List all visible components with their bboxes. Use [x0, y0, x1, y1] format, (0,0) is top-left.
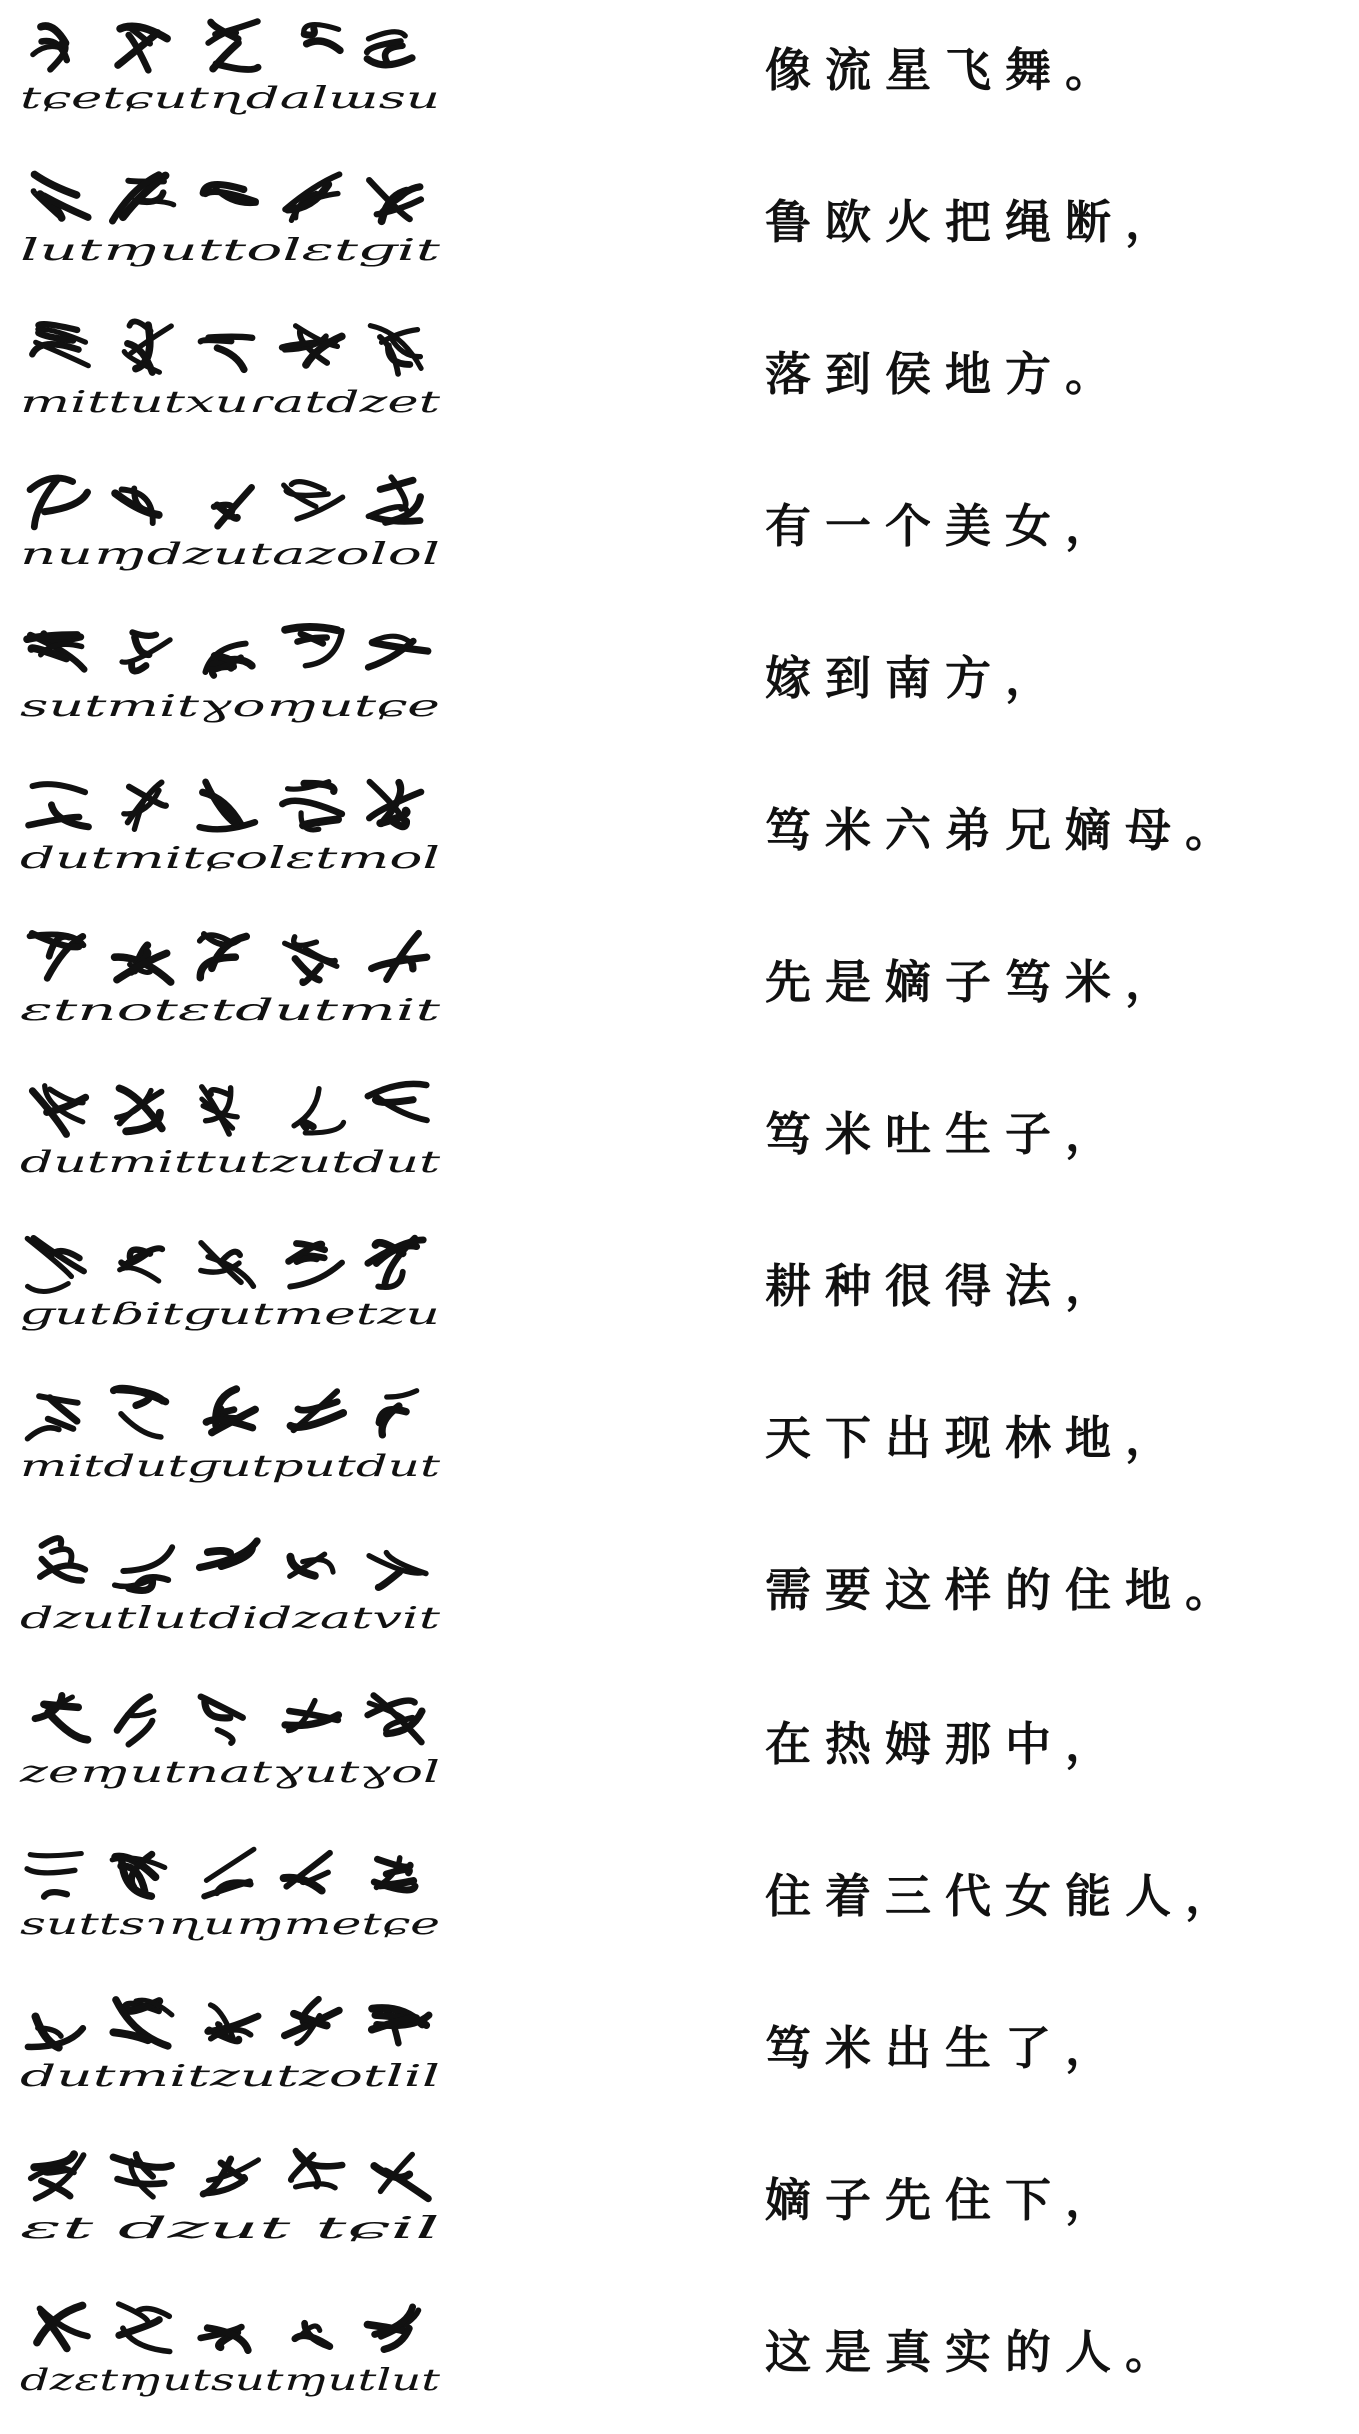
- chinese-translation: 先是嫡子笃米，: [765, 955, 1185, 1009]
- romanization-handwriting: tɕetɕutɳdalɯsu: [20, 81, 440, 116]
- romanization-handwriting: dutmitɕolɛtmol: [20, 841, 440, 876]
- chinese-translation: 天下出现林地，: [765, 1411, 1185, 1465]
- verse-line: [0, 912, 1359, 1064]
- yi-script-glyph: [33, 26, 67, 69]
- yi-script-glyph: [29, 784, 89, 827]
- handwritten-script-line: [18, 464, 448, 584]
- handwritten-script-drawing: [18, 8, 448, 128]
- romanization-handwriting: dutmittutzutdut: [20, 1145, 442, 1180]
- handwritten-script-drawing: [18, 2290, 448, 2410]
- handwritten-script-line: [18, 1528, 448, 1648]
- handwritten-script-drawing: [18, 2138, 448, 2258]
- handwritten-script-line: [18, 160, 448, 280]
- yi-script-glyph: [118, 26, 167, 70]
- yi-script-glyph: [367, 32, 412, 65]
- yi-script-glyph: [200, 934, 247, 978]
- handwritten-script-line: [18, 1834, 448, 1954]
- handwritten-script-line: [18, 1376, 448, 1496]
- handwritten-script-line: [18, 920, 448, 1040]
- chinese-translation: 嫡子先住下，: [765, 2173, 1125, 2227]
- romanization-handwriting: nuɱdzutazolol: [20, 537, 440, 572]
- yi-script-glyph: [30, 933, 84, 978]
- handwritten-script-drawing: [18, 312, 448, 432]
- handwritten-script-drawing: [18, 1376, 448, 1496]
- handwritten-script-drawing: [18, 1682, 448, 1802]
- yi-script-glyph: [285, 1999, 339, 2043]
- verse-line: [0, 1216, 1359, 1368]
- handwritten-script-line: [18, 8, 448, 128]
- handwritten-script-drawing: [18, 920, 448, 1040]
- yi-script-glyph: [285, 627, 342, 666]
- yi-script-glyph: [368, 636, 428, 667]
- handwritten-script-line: [18, 2290, 448, 2410]
- yi-script-glyph: [124, 321, 171, 372]
- handwritten-script-line: [18, 312, 448, 432]
- yi-script-glyph: [30, 478, 87, 527]
- chinese-translation: 有一个美女，: [765, 499, 1125, 553]
- verse-line: [0, 304, 1359, 456]
- romanization-handwriting: ɛtnotɛtdutmit: [20, 993, 442, 1028]
- yi-script-glyph: [117, 1088, 162, 1131]
- verse-line: [0, 2130, 1359, 2282]
- yi-script-glyph: [291, 2151, 342, 2188]
- yi-script-glyph: [113, 175, 174, 221]
- handwritten-script-drawing: [18, 1528, 448, 1648]
- romanization-handwriting: lutɱuttolɛtɡit: [20, 233, 442, 268]
- yi-script-glyph: [35, 1696, 87, 1740]
- verse-line: [0, 1826, 1359, 1978]
- verse-line: [0, 1064, 1359, 1216]
- handwritten-script-drawing: [18, 464, 448, 584]
- yi-script-glyph: [201, 337, 253, 370]
- verse-line: [0, 0, 1359, 152]
- yi-script-glyph: [285, 174, 339, 220]
- yi-script-glyph: [120, 1248, 162, 1281]
- handwritten-script-drawing: [18, 1072, 448, 1192]
- yi-script-glyph: [114, 1388, 166, 1437]
- handwritten-script-line: [18, 2138, 448, 2258]
- romanization-handwriting: sutmitɣoɱutɕe: [20, 689, 440, 724]
- yi-script-glyph: [206, 1389, 255, 1432]
- yi-script-glyph: [291, 1391, 344, 1430]
- yi-script-glyph: [27, 634, 84, 670]
- chinese-translation: 落到侯地方。: [765, 347, 1125, 401]
- yi-script-glyph: [203, 185, 256, 204]
- yi-script-glyph: [374, 2154, 428, 2198]
- yi-script-glyph: [208, 21, 258, 69]
- handwritten-script-drawing: [18, 160, 448, 280]
- handwritten-script-drawing: [18, 616, 448, 736]
- romanization-handwriting: ɡutɓitɡutmetzu: [20, 1297, 440, 1332]
- yi-script-glyph: [117, 1697, 154, 1745]
- yi-script-glyph: [33, 175, 88, 218]
- yi-script-glyph: [31, 2154, 84, 2198]
- yi-script-glyph: [203, 2159, 258, 2194]
- yi-script-glyph: [290, 1554, 333, 1576]
- yi-script-glyph: [214, 487, 252, 526]
- yi-script-glyph: [284, 1853, 330, 1891]
- yi-script-glyph: [208, 2005, 258, 2041]
- yi-script-glyph: [33, 1086, 86, 1135]
- yi-script-glyph: [113, 2000, 171, 2046]
- romanization-handwriting: dzutlutdidzatvit: [20, 1601, 442, 1636]
- verse-line: [0, 152, 1359, 304]
- verse-line: [0, 1674, 1359, 1826]
- yi-script-glyph: [285, 937, 337, 983]
- yi-script-glyph: [124, 782, 166, 829]
- yi-script-glyph: [285, 1701, 338, 1731]
- romanization-handwriting: ɛt dzut tɕil: [20, 2211, 440, 2246]
- romanization-handwriting: mittutxuɾatdzet: [20, 385, 442, 420]
- yi-script-glyph: [284, 482, 343, 519]
- handwritten-script-line: [18, 616, 448, 736]
- chinese-translation: 像流星飞舞。: [765, 43, 1125, 97]
- yi-script-glyph: [115, 945, 171, 982]
- yi-script-glyph: [369, 180, 421, 221]
- chinese-translation: 鲁欧火把绳断，: [765, 195, 1185, 249]
- yi-script-glyph: [372, 933, 427, 979]
- handwritten-script-line: [18, 768, 448, 888]
- yi-script-glyph: [368, 477, 420, 522]
- chinese-translation: 笃米出生了，: [765, 2021, 1125, 2075]
- yi-script-glyph: [294, 1089, 344, 1133]
- yi-script-glyph: [40, 1538, 85, 1580]
- yi-script-glyph: [200, 782, 256, 829]
- yi-script-glyph: [204, 1849, 254, 1896]
- yi-script-glyph: [369, 782, 421, 827]
- yi-script-glyph: [368, 1695, 422, 1742]
- verse-line: [0, 1368, 1359, 1520]
- yi-script-glyph: [201, 2327, 248, 2350]
- handwritten-script-line: [18, 1986, 448, 2106]
- yi-script-glyph: [369, 1553, 426, 1588]
- yi-script-glyph: [374, 1858, 415, 1890]
- yi-script-glyph: [370, 326, 421, 374]
- chinese-translation: 笃米吐生子，: [765, 1107, 1125, 1161]
- yi-script-glyph: [27, 1238, 84, 1291]
- yi-script-glyph: [282, 326, 342, 365]
- verse-line: [0, 1978, 1359, 2130]
- romanization-handwriting: mitdutɡutputdut: [20, 1449, 442, 1484]
- romanization-handwriting: dzɛtɱutsutɱutlut: [20, 2363, 442, 2398]
- yi-script-glyph: [282, 782, 341, 830]
- verse-line: [0, 2282, 1359, 2434]
- handwritten-script-line: [18, 1682, 448, 1802]
- yi-script-glyph: [368, 1084, 427, 1120]
- yi-script-glyph: [32, 324, 88, 366]
- yi-script-glyph: [37, 2306, 88, 2349]
- yi-script-glyph: [112, 1854, 165, 1896]
- yi-script-glyph: [372, 2008, 429, 2043]
- yi-script-glyph: [122, 632, 170, 671]
- yi-script-glyph: [201, 1243, 254, 1287]
- chinese-translation: 需要这样的住地。: [765, 1563, 1245, 1617]
- verse-line: [0, 608, 1359, 760]
- handwritten-script-drawing: [18, 1986, 448, 2106]
- yi-script-glyph: [115, 1547, 173, 1590]
- yi-script-glyph: [113, 2154, 171, 2197]
- verse-line: [0, 1520, 1359, 1672]
- yi-script-glyph: [119, 2304, 170, 2352]
- handwritten-script-drawing: [18, 1224, 448, 1344]
- handwritten-script-drawing: [18, 768, 448, 888]
- chinese-translation: 嫁到南方，: [765, 651, 1065, 705]
- yi-script-glyph: [27, 1854, 81, 1897]
- romanization-handwriting: suttsɿɳuɱmetɕe: [20, 1907, 440, 1942]
- handwritten-script-line: [18, 1224, 448, 1344]
- yi-script-glyph: [28, 2017, 83, 2048]
- yi-script-glyph: [205, 644, 252, 676]
- romanization-handwriting: zeɱutnatɣutɣol: [18, 1755, 440, 1790]
- yi-script-glyph: [115, 489, 159, 524]
- verse-line: [0, 456, 1359, 608]
- chinese-translation: 住着三代女能人，: [765, 1869, 1245, 1923]
- chinese-translation: 在热姆那中，: [765, 1717, 1125, 1771]
- yi-script-glyph: [200, 1541, 257, 1568]
- romanization-handwriting: dutmitzutzotlil: [20, 2059, 440, 2094]
- handwritten-script-line: [18, 1072, 448, 1192]
- chinese-translation: 笃米六弟兄嫡母。: [765, 803, 1245, 857]
- yi-script-glyph: [202, 1087, 237, 1134]
- verse-line: [0, 760, 1359, 912]
- chinese-translation: 耕种很得法，: [765, 1259, 1125, 1313]
- yi-script-glyph: [304, 25, 340, 51]
- yi-script-glyph: [295, 2323, 330, 2346]
- yi-script-glyph: [379, 1391, 416, 1435]
- handwritten-script-drawing: [18, 1834, 448, 1954]
- yi-script-glyph: [368, 1238, 423, 1287]
- yi-script-glyph: [289, 1244, 342, 1287]
- yi-script-glyph: [201, 1697, 243, 1743]
- yi-script-glyph: [28, 1396, 78, 1439]
- yi-script-glyph: [368, 2307, 419, 2350]
- chinese-translation: 这是真实的人。: [765, 2325, 1185, 2379]
